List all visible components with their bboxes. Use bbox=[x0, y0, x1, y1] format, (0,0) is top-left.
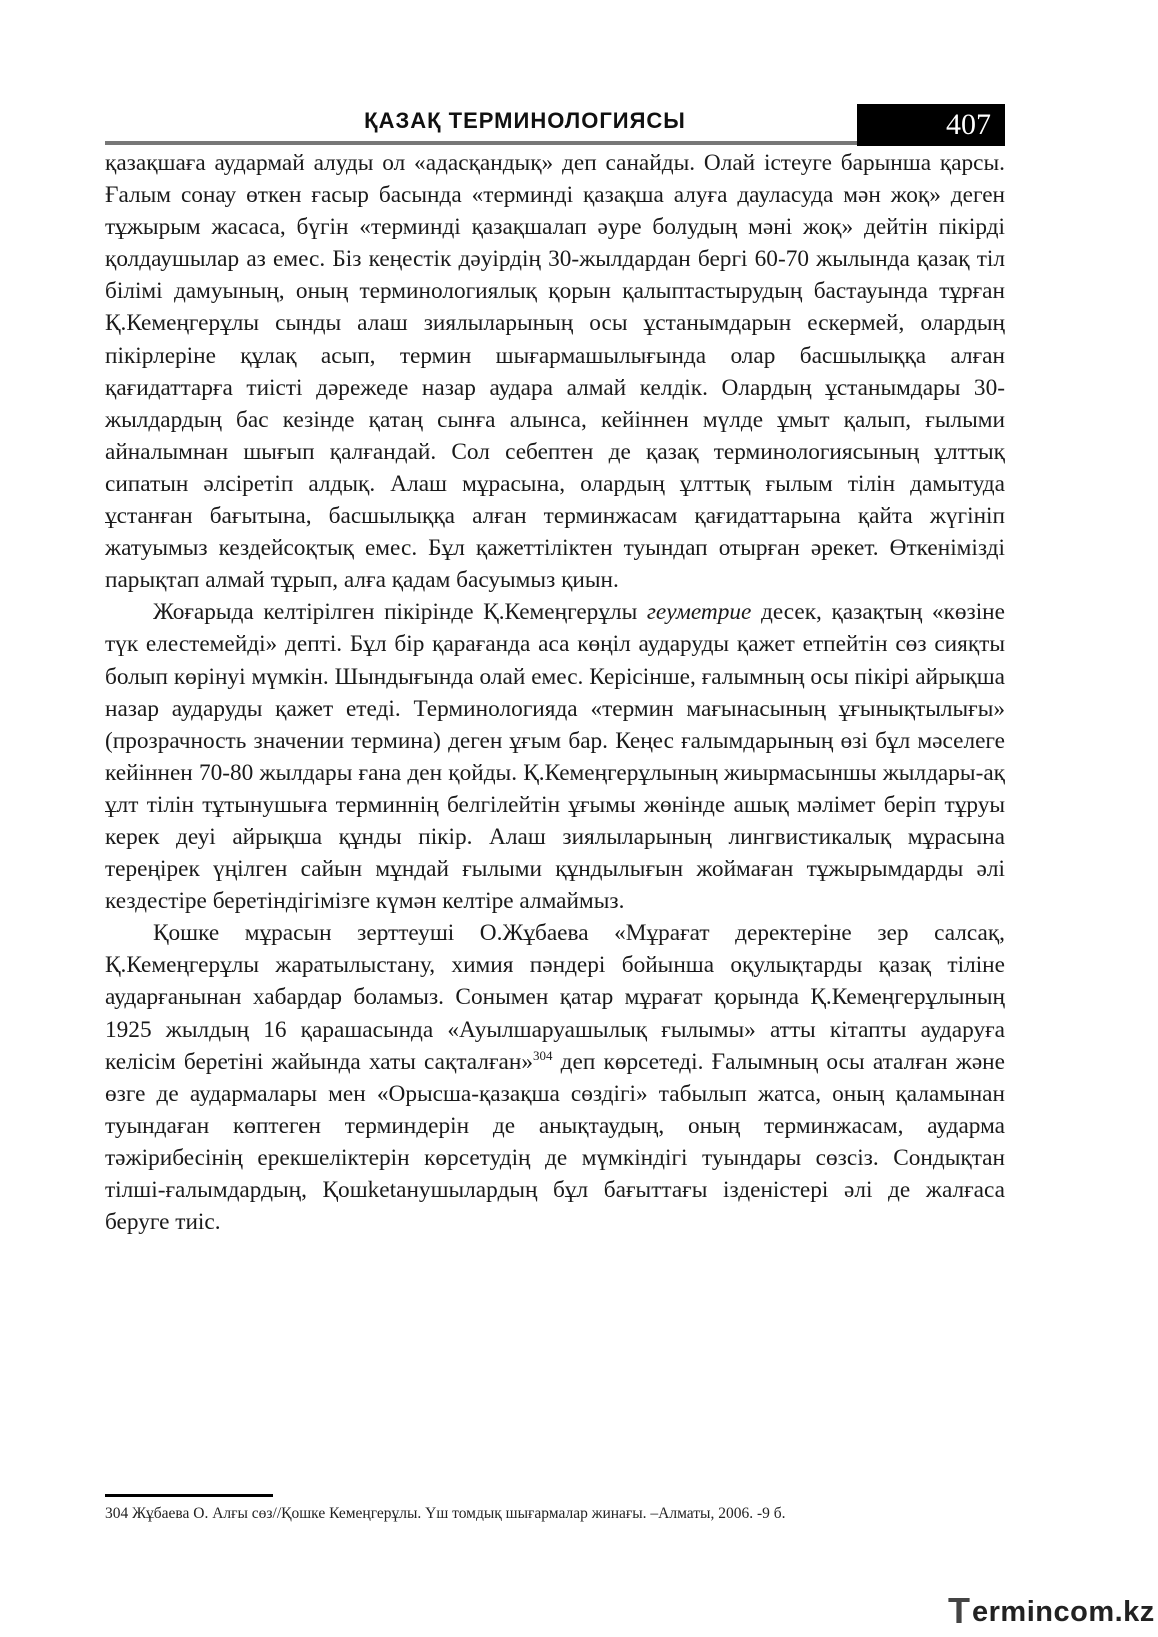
paragraph-3-end: деп көрсетеді. Ғалымның осы аталған және өзге де аудармалары мен «Орысша-қазақша сөздігі» табылып жатса, оның қаламынан туындаған көптеген терминдерін де анықтаудың, оның терминжасам, аударма тәжірибесінің ерекшеліктерін көрсетудің де мүмкіндігі туындары сөзсіз. Сондықтан тілші-ғалымдардың, Қошketанушылардың бұл бағыттағы ізденістері әлі де жалғаса беруге тиіс. bbox=[105, 1048, 1005, 1236]
footnote-rule bbox=[105, 1494, 273, 1497]
paragraph-2 bbox=[105, 596, 1005, 917]
body-text bbox=[105, 147, 1005, 1238]
page-number: 407 bbox=[946, 108, 991, 141]
page-number-box bbox=[857, 104, 1005, 146]
paragraph-3-start: Қошке мұрасын зерттеуші О.Жұбаева «Мұрағат деректеріне зер салсақ, Қ.Кемеңгерұлы жаратылыстану, химия пәндері бойынша оқулықтарды қазақ тіліне аударғанынан хабардар боламыз. Сонымен қатар мұрағат қорында Қ.Кемеңгерұлының 1925 жылдың 16 қарашасында «Ауылшаруашылық ғылымы» атты кітапты аударуға келісім беретіні жайында хаты сақталған» bbox=[105, 920, 1005, 1075]
paragraph-2-start: Жоғарыда келтірілген пікірінде Қ.Кемеңгерұлы bbox=[153, 599, 647, 626]
page-header bbox=[105, 104, 1005, 146]
footnote: 304 Жұбаева О. Алғы сөз//Қошке Кемеңгерұлы. Үш томдық шығармалар жинағы. –Алматы, 2006. -9 б. bbox=[105, 1505, 786, 1522]
running-title: ҚАЗАҚ ТЕРМИНОЛОГИЯСЫ bbox=[364, 108, 686, 133]
watermark-text: ermincom.kz bbox=[972, 1596, 1155, 1628]
paragraph-1: қазақшаға аудармай алуды ол «адасқандық» деп санайды. Олай істеуге барынша қарсы. Ғалым сонау өткен ғасыр басында «терминді қазақша алуға дауласуда мән жоқ» деген тұжырым жасаса, бүгін «терминді қазақшалап әуре болудың мәні жоқ» дейтін пікірді қолдаушылар аз емес. Біз кеңестік дәуірдің 30-жылдардан бергі 60-70 жылында қазақ тіл білімі дамуының, оның терминологиялық қорын қалыптастырудың бастауында тұрған Қ.Кемеңгерұлы сынды алаш зиялыларының осы ұстанымдарын ескермей, олардың пікірлеріне құлақ асып, термин шығармашылығында олар басшылыққа алған қағидаттарға тиісті дәрежеде назар аудара алмай келдік. Олардың ұстанымдары 30-жылдардың бас кезінде қатаң сынға алынса, кейіннен мүлде ұмыт қалып, ғылыми айналымнан шығып қалғандай. Сол себептен де қазақ терминологиясының ұлттық сипатын әлсіретіп алдық. Алаш мұрасына, олардың ұлттық ғылым тілін дамытуда ұстанған бағытына, басшылыққа алған терминжасам қағидаттарына қайта жүгініп жатуымыз кездейсоқтық емес. Бұл қажеттіліктен туындап отырған әрекет. Өткенімізді парықтап алмай тұрып, алға қадам басуымыз қиын. bbox=[105, 150, 1005, 594]
watermark-initial: T bbox=[948, 1590, 970, 1631]
paragraph-3 bbox=[105, 917, 1005, 1238]
watermark-logo bbox=[948, 1590, 1155, 1631]
footnote-ref[interactable]: 304 bbox=[532, 1047, 553, 1063]
paragraph-2-end: десек, қазақтың «көзіне түк елестемейді» депті. Бұл бір қарағанда аса көңіл аударуды қажет етпейтін сөз сияқты болып көрінуі мүмкін. Шындығында олай емес. Керісінше, ғалымның осы пікірі айрықша назар аударуды қажет етеді. Терминологияда «термин мағынасының ұғынықтылығы» (прозрачность значении термина) деген ұғым бар. Кеңес ғалымдарының өзі бұл мәселеге кейіннен 70-80 жылдары ғана ден қойды. Қ.Кемеңгерұлының жиырмасыншы жылдары-ақ ұлт тілін тұтынушыға терминнің белгілейтін ұғымы жөнінде ашық мәлімет беріп тұруы керек деуі айрықша құнды пікір. Алаш зиялыларының лингвистикалық мұрасына тереңірек үңілген сайын мұндай ғылыми құндылығын жоймаған тұжырымдарды әлі кездестіре беретіндігімізге күмән келтіре алмаймыз. bbox=[105, 599, 1005, 915]
italic-term: геуметрие bbox=[646, 599, 752, 626]
header-rule bbox=[105, 141, 857, 145]
